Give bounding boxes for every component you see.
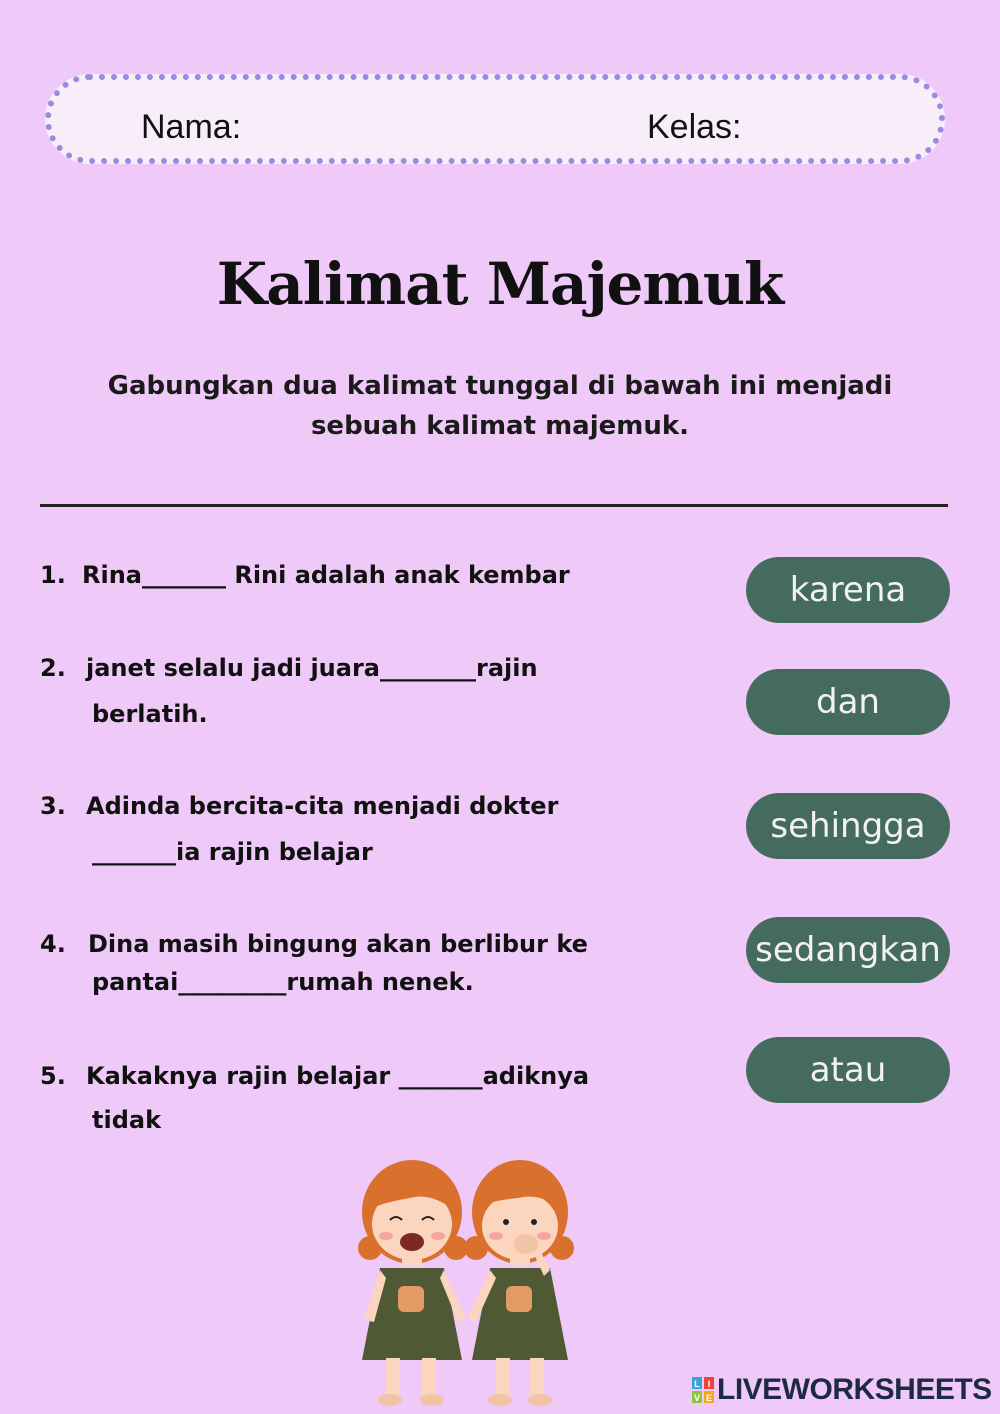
question-number: 2. — [40, 654, 66, 682]
option-dan[interactable]: dan — [746, 669, 950, 735]
instruction-text — [80, 366, 920, 446]
question-text-line-1: Rina_______ Rini adalah anak kembar — [82, 561, 570, 589]
svg-text:I: I — [707, 1379, 711, 1389]
question-text-line-1: Adinda bercita-cita menjadi dokter — [86, 792, 559, 820]
svg-text:V: V — [693, 1393, 701, 1403]
option-karena[interactable]: karena — [746, 557, 950, 623]
question-text-line-2: tidak — [92, 1106, 162, 1134]
instruction-line-2: sebuah kalimat majemuk. — [310, 411, 690, 441]
option-sehingga[interactable]: sehingga — [746, 793, 950, 859]
right-girl-figure — [464, 1160, 574, 1406]
question-text-line-2: _______ia rajin belajar — [92, 838, 373, 866]
question-text-line-2: berlatih. — [92, 700, 208, 728]
question-number: 3. — [40, 792, 66, 820]
question-text-line-2: pantai_________rumah nenek. — [92, 968, 474, 996]
name-label: Nama: — [141, 108, 242, 146]
option-sedangkan[interactable]: sedangkan — [746, 917, 950, 983]
liveworksheets-brand — [692, 1374, 992, 1406]
question-text-line-1: janet selalu jadi juara________rajin — [86, 654, 538, 682]
class-label: Kelas: — [647, 108, 742, 146]
question-number: 4. — [40, 930, 66, 958]
question-number: 5. — [40, 1062, 66, 1090]
question-text-line-1: Kakaknya rajin belajar _______adiknya — [86, 1062, 590, 1090]
divider-line — [40, 504, 948, 507]
svg-text:L: L — [694, 1379, 700, 1389]
name-class-box — [45, 74, 945, 164]
left-girl-figure — [358, 1160, 468, 1406]
question-text-line-1: Dina masih bingung akan berlibur ke — [88, 930, 588, 958]
question-number: 1. — [40, 561, 66, 589]
brand-text: LIVEWORKSHEETS — [717, 1373, 992, 1406]
option-atau[interactable]: atau — [746, 1037, 950, 1103]
svg-text:E: E — [705, 1393, 713, 1403]
instruction-line-1: Gabungkan dua kalimat tunggal di bawah ini menjadi — [107, 371, 893, 401]
twin-girls-illustration — [350, 1150, 590, 1412]
liveworksheets-logo-icon — [692, 1377, 714, 1403]
worksheet-title: Kalimat Majemuk — [216, 250, 784, 318]
